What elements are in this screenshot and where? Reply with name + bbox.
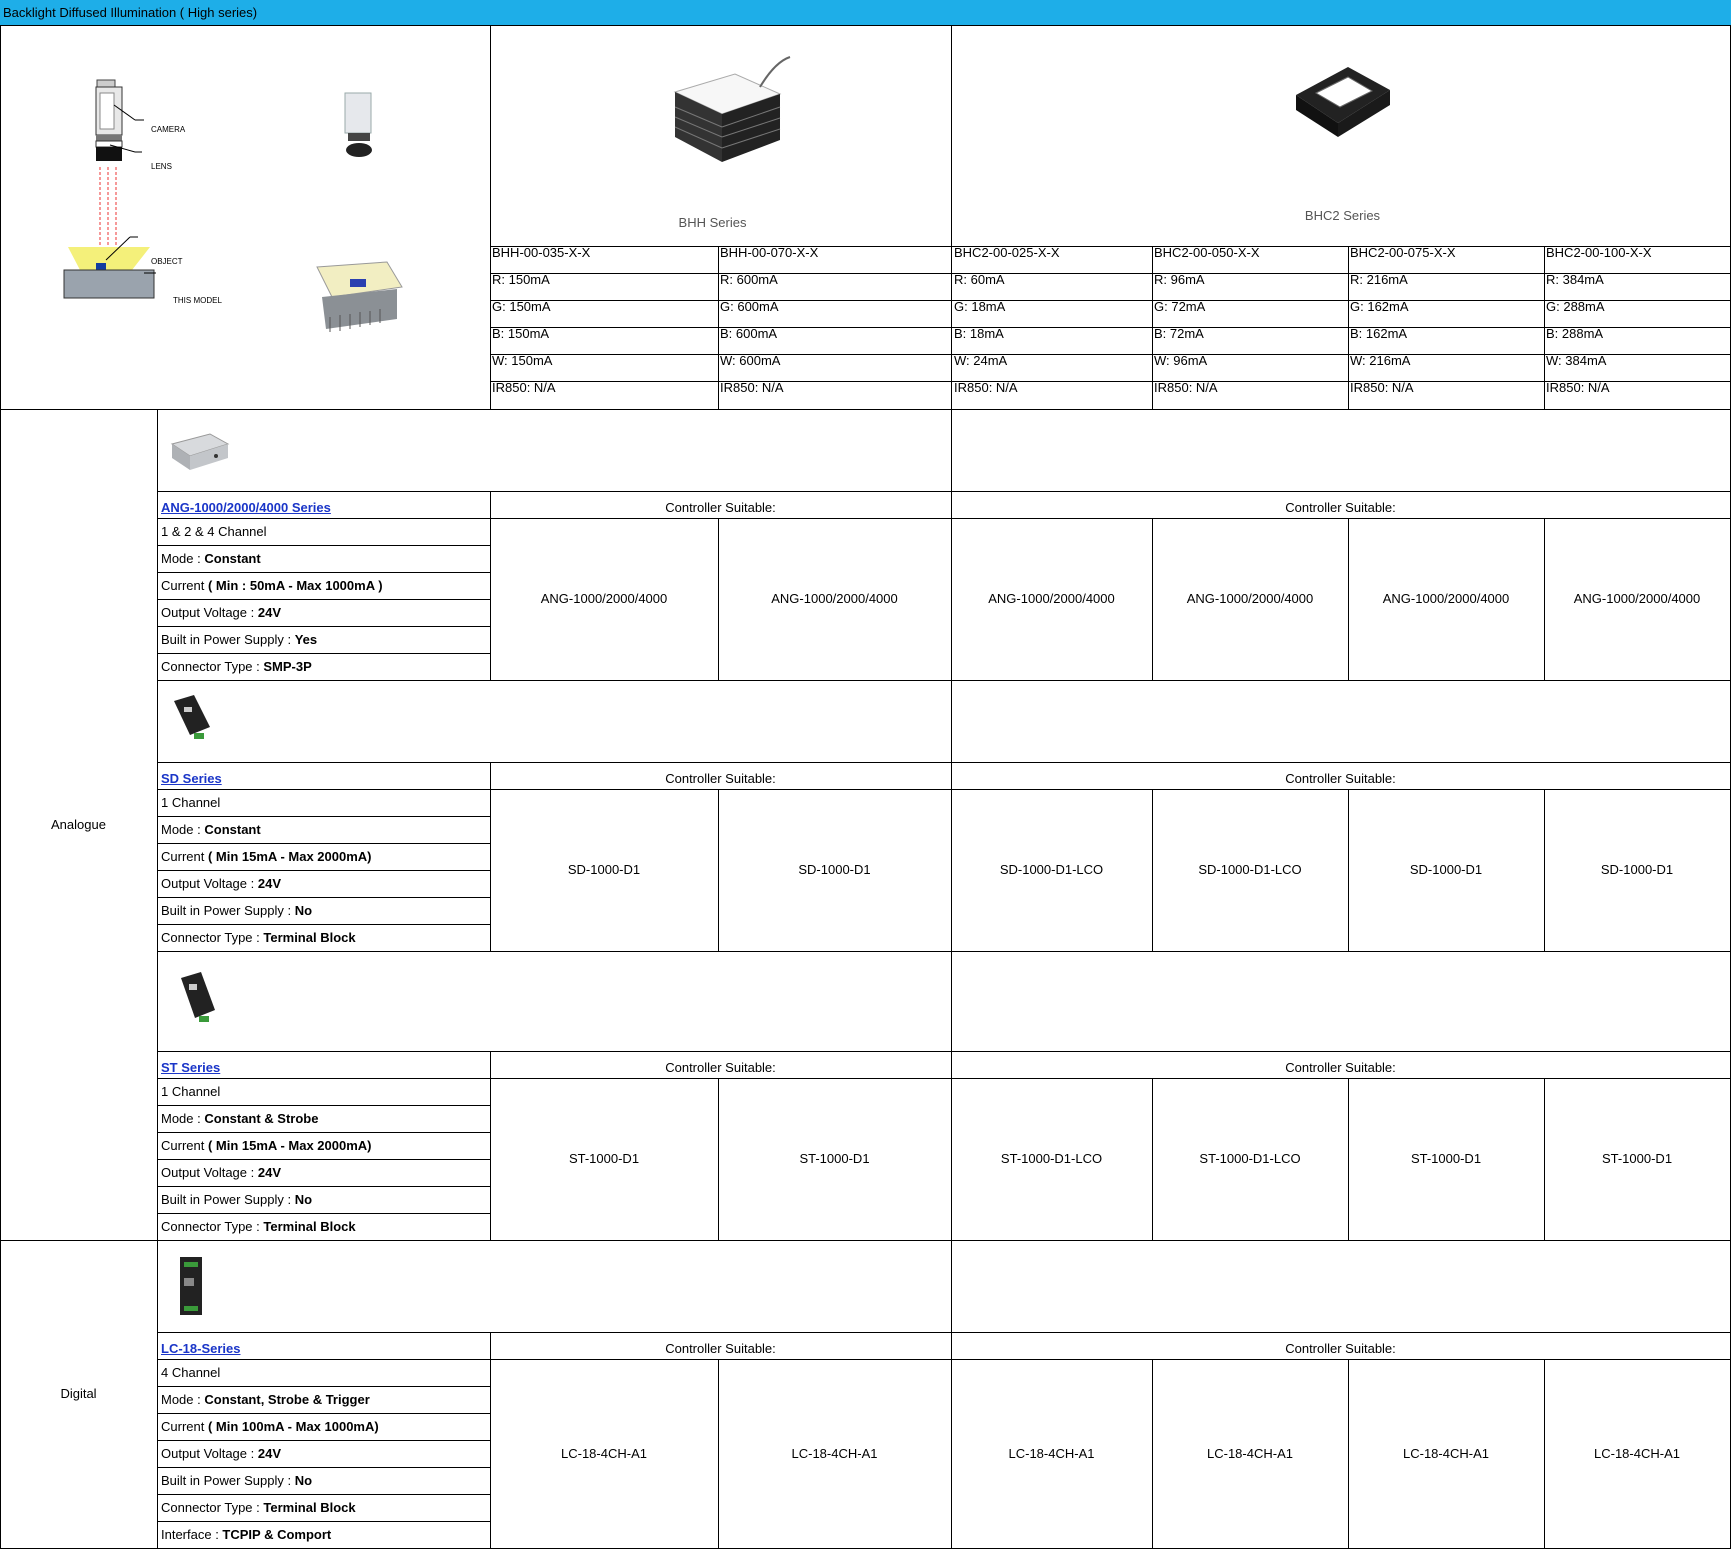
spec-label: Interface : [161,1527,223,1542]
suitable-controller-model: LC-18-4CH-A1 [1207,1445,1293,1461]
spec-label: Current [161,1138,208,1153]
model-spec-ir: IR850: N/A [720,380,784,395]
spec-label: 4 Channel [161,1365,221,1380]
suitable-controller-model: ANG-1000/2000/4000 [540,591,668,606]
grid-line [157,1386,490,1387]
suitable-controller-model: ST-1000-D1 [799,1151,870,1166]
st-controller-image [175,970,225,1030]
spec-label: Connector Type : [161,1500,264,1515]
model-code: BHC2-00-050-X-X [1154,245,1260,260]
controller-spec [161,1446,281,1461]
model-spec-w: W: 24mA [954,353,1008,368]
controller-spec [161,1219,356,1234]
spec-label: 1 & 2 & 4 Channel [161,524,267,539]
controller-spec [161,822,261,837]
spec-value: Terminal Block [263,1219,356,1234]
model-code: BHC2-00-075-X-X [1350,245,1456,260]
grid-line [157,518,1731,519]
grid-line [0,409,1731,410]
diagram-label-object: OBJECT [151,257,183,266]
controller-spec [161,849,371,864]
grid-line [490,381,1731,382]
grid-line [157,1494,490,1495]
model-spec-r: R: 150mA [492,272,550,287]
spec-value: TCPIP & Comport [222,1527,332,1542]
model-code: BHH-00-070-X-X [720,245,819,260]
model-spec-r: R: 600mA [720,272,778,287]
bhc2-product-image [1288,55,1398,145]
model-spec-g: G: 150mA [492,299,551,314]
grid-line [490,327,1731,328]
grid-line [157,1413,490,1414]
grid-line [0,26,1,1549]
model-spec-ir: IR850: N/A [1154,380,1218,395]
suitable-controller-model: LC-18-4CH-A1 [1594,1445,1680,1461]
model-spec-w: W: 96mA [1154,353,1208,368]
spec-label: Built in Power Supply : [161,632,295,647]
controller-spec [161,1192,312,1207]
model-spec-b: B: 288mA [1546,326,1604,341]
grid-line [157,951,1731,952]
spec-value: 24V [257,876,281,891]
model-spec-ir: IR850: N/A [1350,380,1414,395]
controller-spec [161,632,317,647]
grid-line [490,300,1731,301]
grid-line [490,354,1731,355]
spec-value: SMP-3P [263,659,312,674]
spec-label: Mode : [161,1111,205,1126]
grid-line [157,1159,490,1160]
controller-series-link[interactable]: ST Series [161,1060,221,1075]
controller-spec [161,903,312,918]
controller-suitable-label: Controller Suitable: [665,1060,776,1075]
grid-line [157,572,490,573]
diagram-label-model: THIS MODEL [173,296,222,305]
grid-line [490,26,491,410]
suitable-controller-model: LC-18-4CH-A1 [561,1445,647,1461]
spec-label: Output Voltage : [161,1165,258,1180]
grid-line [157,1186,490,1187]
model-spec-r: R: 384mA [1546,272,1604,287]
controller-spec [161,1527,331,1542]
spec-label: Mode : [161,822,205,837]
spec-label: Output Voltage : [161,605,258,620]
spec-value: Constant [204,822,261,837]
model-spec-g: G: 18mA [954,299,1006,314]
model-spec-b: B: 150mA [492,326,550,341]
suitable-controller-model: ST-1000-D1-LCO [1000,1151,1103,1166]
spec-value: Terminal Block [263,930,356,945]
product-setup-image [312,257,406,339]
controller-spec [161,1500,356,1515]
spec-label: Current [161,849,208,864]
controller-suitable-label: Controller Suitable: [1285,1060,1396,1075]
controller-spec [161,605,281,620]
bhh-product-image [660,52,795,197]
sd-controller-image [168,693,218,748]
controller-spec [161,1419,379,1434]
model-spec-w: W: 150mA [492,353,553,368]
grid-line [490,491,491,680]
spec-value: Yes [294,632,318,647]
grid-line [490,1332,491,1548]
controller-spec [161,1111,318,1126]
grid-line [157,1051,1731,1052]
controller-spec [161,1473,312,1488]
diagram-label-lens: LENS [151,162,172,171]
grid-line [157,1132,490,1133]
spec-value: Constant & Strobe [204,1111,319,1126]
suitable-controller-model: SD-1000-D1-LCO [1198,862,1302,877]
controller-spec [161,930,356,945]
controller-spec [161,795,220,810]
controller-spec [161,1084,220,1099]
grid-line [157,1105,490,1106]
suitable-controller-model: ST-1000-D1 [1601,1151,1673,1166]
spec-label: Output Voltage : [161,876,258,891]
model-spec-r: R: 96mA [1154,272,1205,287]
grid-line [157,1521,490,1522]
grid-line [157,870,490,871]
grid-line [157,1440,490,1441]
model-spec-w: W: 216mA [1350,353,1411,368]
controller-suitable-label: Controller Suitable: [1285,771,1396,786]
spec-label: Built in Power Supply : [161,903,295,918]
controller-suitable-label: Controller Suitable: [665,500,776,515]
spec-label: Connector Type : [161,1219,264,1234]
series-label-bhh: BHH Series [678,215,747,230]
lc18-controller-image [175,1252,215,1324]
ang-controller-image [168,430,230,475]
suitable-controller-model: ANG-1000/2000/4000 [771,591,898,606]
grid-line [157,1213,490,1214]
spec-label: Connector Type : [161,930,264,945]
controller-series-link[interactable]: LC-18-Series [161,1341,241,1356]
grid-line [157,1467,490,1468]
suitable-controller-model: SD-1000-D1 [1409,862,1483,877]
controller-spec [161,876,281,891]
spec-label: Mode : [161,551,205,566]
controller-spec [161,551,261,566]
grid-line [157,843,490,844]
grid-line [157,653,490,654]
grid-line [490,273,1731,274]
controller-suitable-label: Controller Suitable: [1285,500,1396,515]
spec-label: Current [161,578,208,593]
diagram-label-camera: CAMERA [151,125,186,134]
category-digital: Digital [60,1386,97,1401]
suitable-controller-model: SD-1000-D1 [798,862,871,877]
controller-suitable-label: Controller Suitable: [1285,1341,1396,1356]
grid-line [157,1240,1731,1241]
grid-line [157,545,490,546]
suitable-controller-model: ST-1000-D1 [568,1151,640,1166]
suitable-controller-model: LC-18-4CH-A1 [1403,1445,1489,1461]
model-spec-b: B: 72mA [1154,326,1204,341]
spec-value: 24V [257,605,281,620]
grid-line [157,1359,1731,1360]
model-spec-ir: IR850: N/A [1546,380,1610,395]
grid-line [157,680,1731,681]
spec-label: Current [161,1419,208,1434]
grid-line [157,409,158,1549]
spec-value: Terminal Block [263,1500,356,1515]
spec-value: ( Min 15mA - Max 2000mA) [207,849,372,864]
model-code: BHC2-00-025-X-X [954,245,1060,260]
model-spec-g: G: 600mA [720,299,779,314]
spec-value: ( Min 100mA - Max 1000mA) [207,1419,379,1434]
model-spec-w: W: 384mA [1546,353,1607,368]
controller-spec [161,1165,281,1180]
spec-label: Output Voltage : [161,1446,258,1461]
grid-line [951,26,952,1549]
grid-line [157,599,490,600]
grid-line [157,816,490,817]
suitable-controller-model: ANG-1000/2000/4000 [1573,591,1701,606]
model-spec-b: B: 18mA [954,326,1004,341]
spec-value: Constant [204,551,261,566]
spec-value: No [294,1473,313,1488]
controller-spec [161,578,383,593]
suitable-controller-model: LC-18-4CH-A1 [791,1445,878,1461]
spec-value: No [294,1192,313,1207]
model-spec-b: B: 162mA [1350,326,1408,341]
suitable-controller-model: ANG-1000/2000/4000 [988,591,1115,606]
spec-value: 24V [257,1165,281,1180]
suitable-controller-model: ST-1000-D1 [1410,1151,1482,1166]
sheet-title: Backlight Diffused Illumination ( High series) [0,0,1731,26]
spec-value: 24V [257,1446,281,1461]
spec-label: 1 Channel [161,1084,221,1099]
controller-series-link[interactable]: SD Series [161,771,222,786]
grid-line [157,1078,1731,1079]
controller-spec [161,1365,220,1380]
spec-value: ( Min : 50mA - Max 1000mA ) [207,578,383,593]
suitable-controller-model: LC-18-4CH-A1 [1008,1445,1095,1461]
grid-line [157,897,490,898]
suitable-controller-model: ANG-1000/2000/4000 [1382,591,1510,606]
spec-label: Built in Power Supply : [161,1192,295,1207]
model-code: BHH-00-035-X-X [492,245,591,260]
controller-series-link[interactable]: ANG-1000/2000/4000 Series [161,500,331,515]
model-spec-b: B: 600mA [720,326,778,341]
suitable-controller-model: SD-1000-D1-LCO [999,862,1104,877]
controller-suitable-label: Controller Suitable: [665,771,776,786]
grid-line [157,762,1731,763]
model-spec-r: R: 60mA [954,272,1005,287]
grid-line [157,789,1731,790]
spec-label: Built in Power Supply : [161,1473,295,1488]
controller-suitable-label: Controller Suitable: [665,1341,776,1356]
grid-line [490,1051,491,1240]
spec-value: No [294,903,313,918]
spec-label: Mode : [161,1392,205,1407]
spec-value: Constant, Strobe & Trigger [204,1392,370,1407]
grid-line [157,1332,1731,1333]
model-spec-ir: IR850: N/A [492,380,556,395]
suitable-controller-model: SD-1000-D1 [567,862,641,877]
suitable-controller-model: SD-1000-D1 [1600,862,1674,877]
spec-label: 1 Channel [161,795,221,810]
suitable-controller-model: ST-1000-D1-LCO [1199,1151,1301,1166]
grid-line [157,924,490,925]
model-spec-g: G: 162mA [1350,299,1409,314]
model-spec-w: W: 600mA [720,353,781,368]
grid-line [490,762,491,951]
camera-image [340,88,380,168]
spec-value: ( Min 15mA - Max 2000mA) [207,1138,372,1153]
grid-line [157,491,1731,492]
controller-spec [161,1392,370,1407]
model-spec-r: R: 216mA [1350,272,1408,287]
suitable-controller-model: ANG-1000/2000/4000 [1186,591,1314,606]
controller-spec [161,1138,371,1153]
model-spec-g: G: 72mA [1154,299,1206,314]
controller-spec [161,659,312,674]
controller-spec [161,524,267,539]
model-spec-g: G: 288mA [1546,299,1605,314]
grid-line [157,626,490,627]
category-analogue: Analogue [51,817,106,832]
spec-label: Connector Type : [161,659,264,674]
series-label-bhc2: BHC2 Series [1304,208,1381,223]
model-spec-ir: IR850: N/A [954,380,1018,395]
model-code: BHC2-00-100-X-X [1546,245,1652,260]
